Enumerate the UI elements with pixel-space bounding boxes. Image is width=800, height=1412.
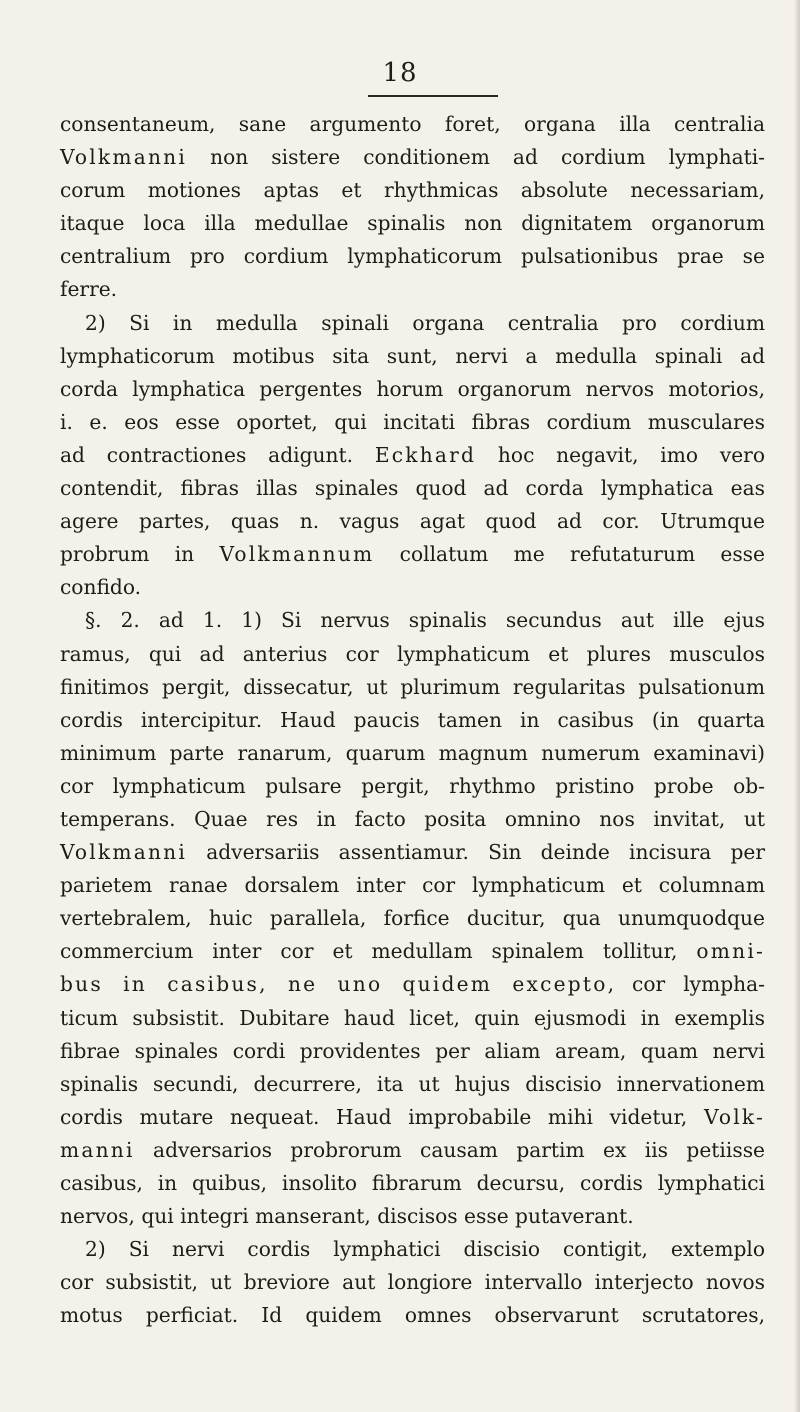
text-line: finitimos pergit, dissecatur, ut plurimum regularitas pulsationum <box>60 674 765 699</box>
page-edge-shadow <box>794 0 800 1412</box>
text-line: ferre. <box>60 277 118 302</box>
text-segment: , cor lympha- <box>607 972 765 997</box>
spaced-name: Volkmanni <box>60 840 188 865</box>
text-segment: adversariis assentiamur. Sin deinde incisura per <box>187 840 765 865</box>
text-line: agere partes, quas n. vagus agat quod ad cor. Utrumque <box>60 509 765 534</box>
text-segment: commercium inter cor et medullam spinalem tollitur, <box>60 939 697 964</box>
text-block <box>60 108 765 1332</box>
text-line <box>60 1101 765 1134</box>
text-line: consentaneum, sane argumento foret, organa illa centralia <box>60 112 765 136</box>
text-line: parietem ranae dorsalem inter cor lymphaticum et columnam <box>60 873 765 898</box>
text-line: lymphaticorum motibus sita sunt, nervi a medulla spinali ad <box>60 343 765 368</box>
text-line: §. 2. ad 1. 1) Si nervus spinalis secundus aut ille ejus <box>85 608 765 633</box>
text-line: cor lymphaticum pulsare pergit, rhythmo pristino probe ob- <box>60 773 765 798</box>
text-segment: hoc negavit, imo vero <box>476 442 765 467</box>
spaced-name: Volkmannum <box>219 542 375 567</box>
text-segment: adversarios probrorum causam partim ex iis petiisse <box>134 1137 765 1162</box>
text-segment: non sistere conditionem ad cordium lymphati- <box>187 145 765 170</box>
spaced-name: Volk- <box>703 1104 765 1129</box>
page-number-rule <box>368 95 498 97</box>
text-line: corum motiones aptas et rhythmicas absolute necessariam, <box>60 178 765 203</box>
text-line <box>60 439 765 472</box>
text-line <box>60 836 765 869</box>
text-line: confido. <box>60 575 142 600</box>
text-line: fibrae spinales cordi providentes per aliam aream, quam nervi <box>60 1038 765 1063</box>
text-line: 2) Si in medulla spinali organa centralia pro cordium <box>85 310 765 335</box>
text-segment: collatum me refutaturum esse <box>374 542 765 567</box>
text-line: contendit, fibras illas spinales quod ad corda lymphatica eas <box>60 476 765 501</box>
text-line: 2) Si nervi cordis lymphatici discisio contigit, extemplo <box>85 1237 765 1262</box>
text-line: i. e. eos esse oportet, qui incitati fibras cordium musculares <box>60 409 765 434</box>
text-line <box>60 538 765 571</box>
text-line: ticum subsistit. Dubitare haud licet, quin ejusmodi in exemplis <box>60 1005 765 1030</box>
text-line: cordis intercipitur. Haud paucis tamen in casibus (in quarta <box>60 707 765 732</box>
text-line: centralium pro cordium lymphaticorum pulsationibus prae se <box>60 244 765 269</box>
text-line <box>60 935 765 968</box>
text-line: motus perficiat. Id quidem omnes observarunt scrutatores, <box>60 1303 765 1328</box>
text-line: corda lymphatica pergentes horum organorum nervos motorios, <box>60 376 765 401</box>
text-line: vertebralem, huic parallela, forfice ducitur, qua unumquodque <box>60 906 765 931</box>
spaced-name: Volkmanni <box>60 145 188 170</box>
text-line <box>60 141 765 174</box>
spaced-name: manni <box>60 1137 135 1162</box>
text-line: ramus, qui ad anterius cor lymphaticum et plures musculos <box>60 641 765 666</box>
text-line: itaque loca illa medullae spinalis non dignitatem organorum <box>60 211 765 236</box>
text-line: minimum parte ranarum, quarum magnum numerum examinavi) <box>60 740 765 765</box>
spaced-name: omni- <box>696 939 765 964</box>
text-line: cor subsistit, ut breviore aut longiore intervallo interjecto novos <box>60 1270 765 1295</box>
text-line: nervos, qui integri manserant, discisos esse putaverant. <box>60 1204 634 1229</box>
page-number: 18 <box>382 58 418 88</box>
text-line <box>60 1134 765 1167</box>
text-line: spinalis secundi, decurrere, ita ut hujus discisio innervationem <box>60 1071 765 1096</box>
text-segment: ad contractiones adigunt. <box>60 442 375 467</box>
text-segment: cordis mutare nequeat. Haud improbabile mihi videtur, <box>60 1104 704 1129</box>
spaced-name: bus in casibus, ne uno quidem excepto <box>60 972 608 997</box>
text-line: temperans. Quae res in facto posita omnino nos invitat, ut <box>60 806 765 831</box>
spaced-name: Eckhard <box>374 442 477 467</box>
text-line <box>60 968 765 1001</box>
text-segment: probrum in <box>60 542 220 567</box>
text-line: casibus, in quibus, insolito fibrarum decursu, cordis lymphatici <box>60 1171 765 1195</box>
